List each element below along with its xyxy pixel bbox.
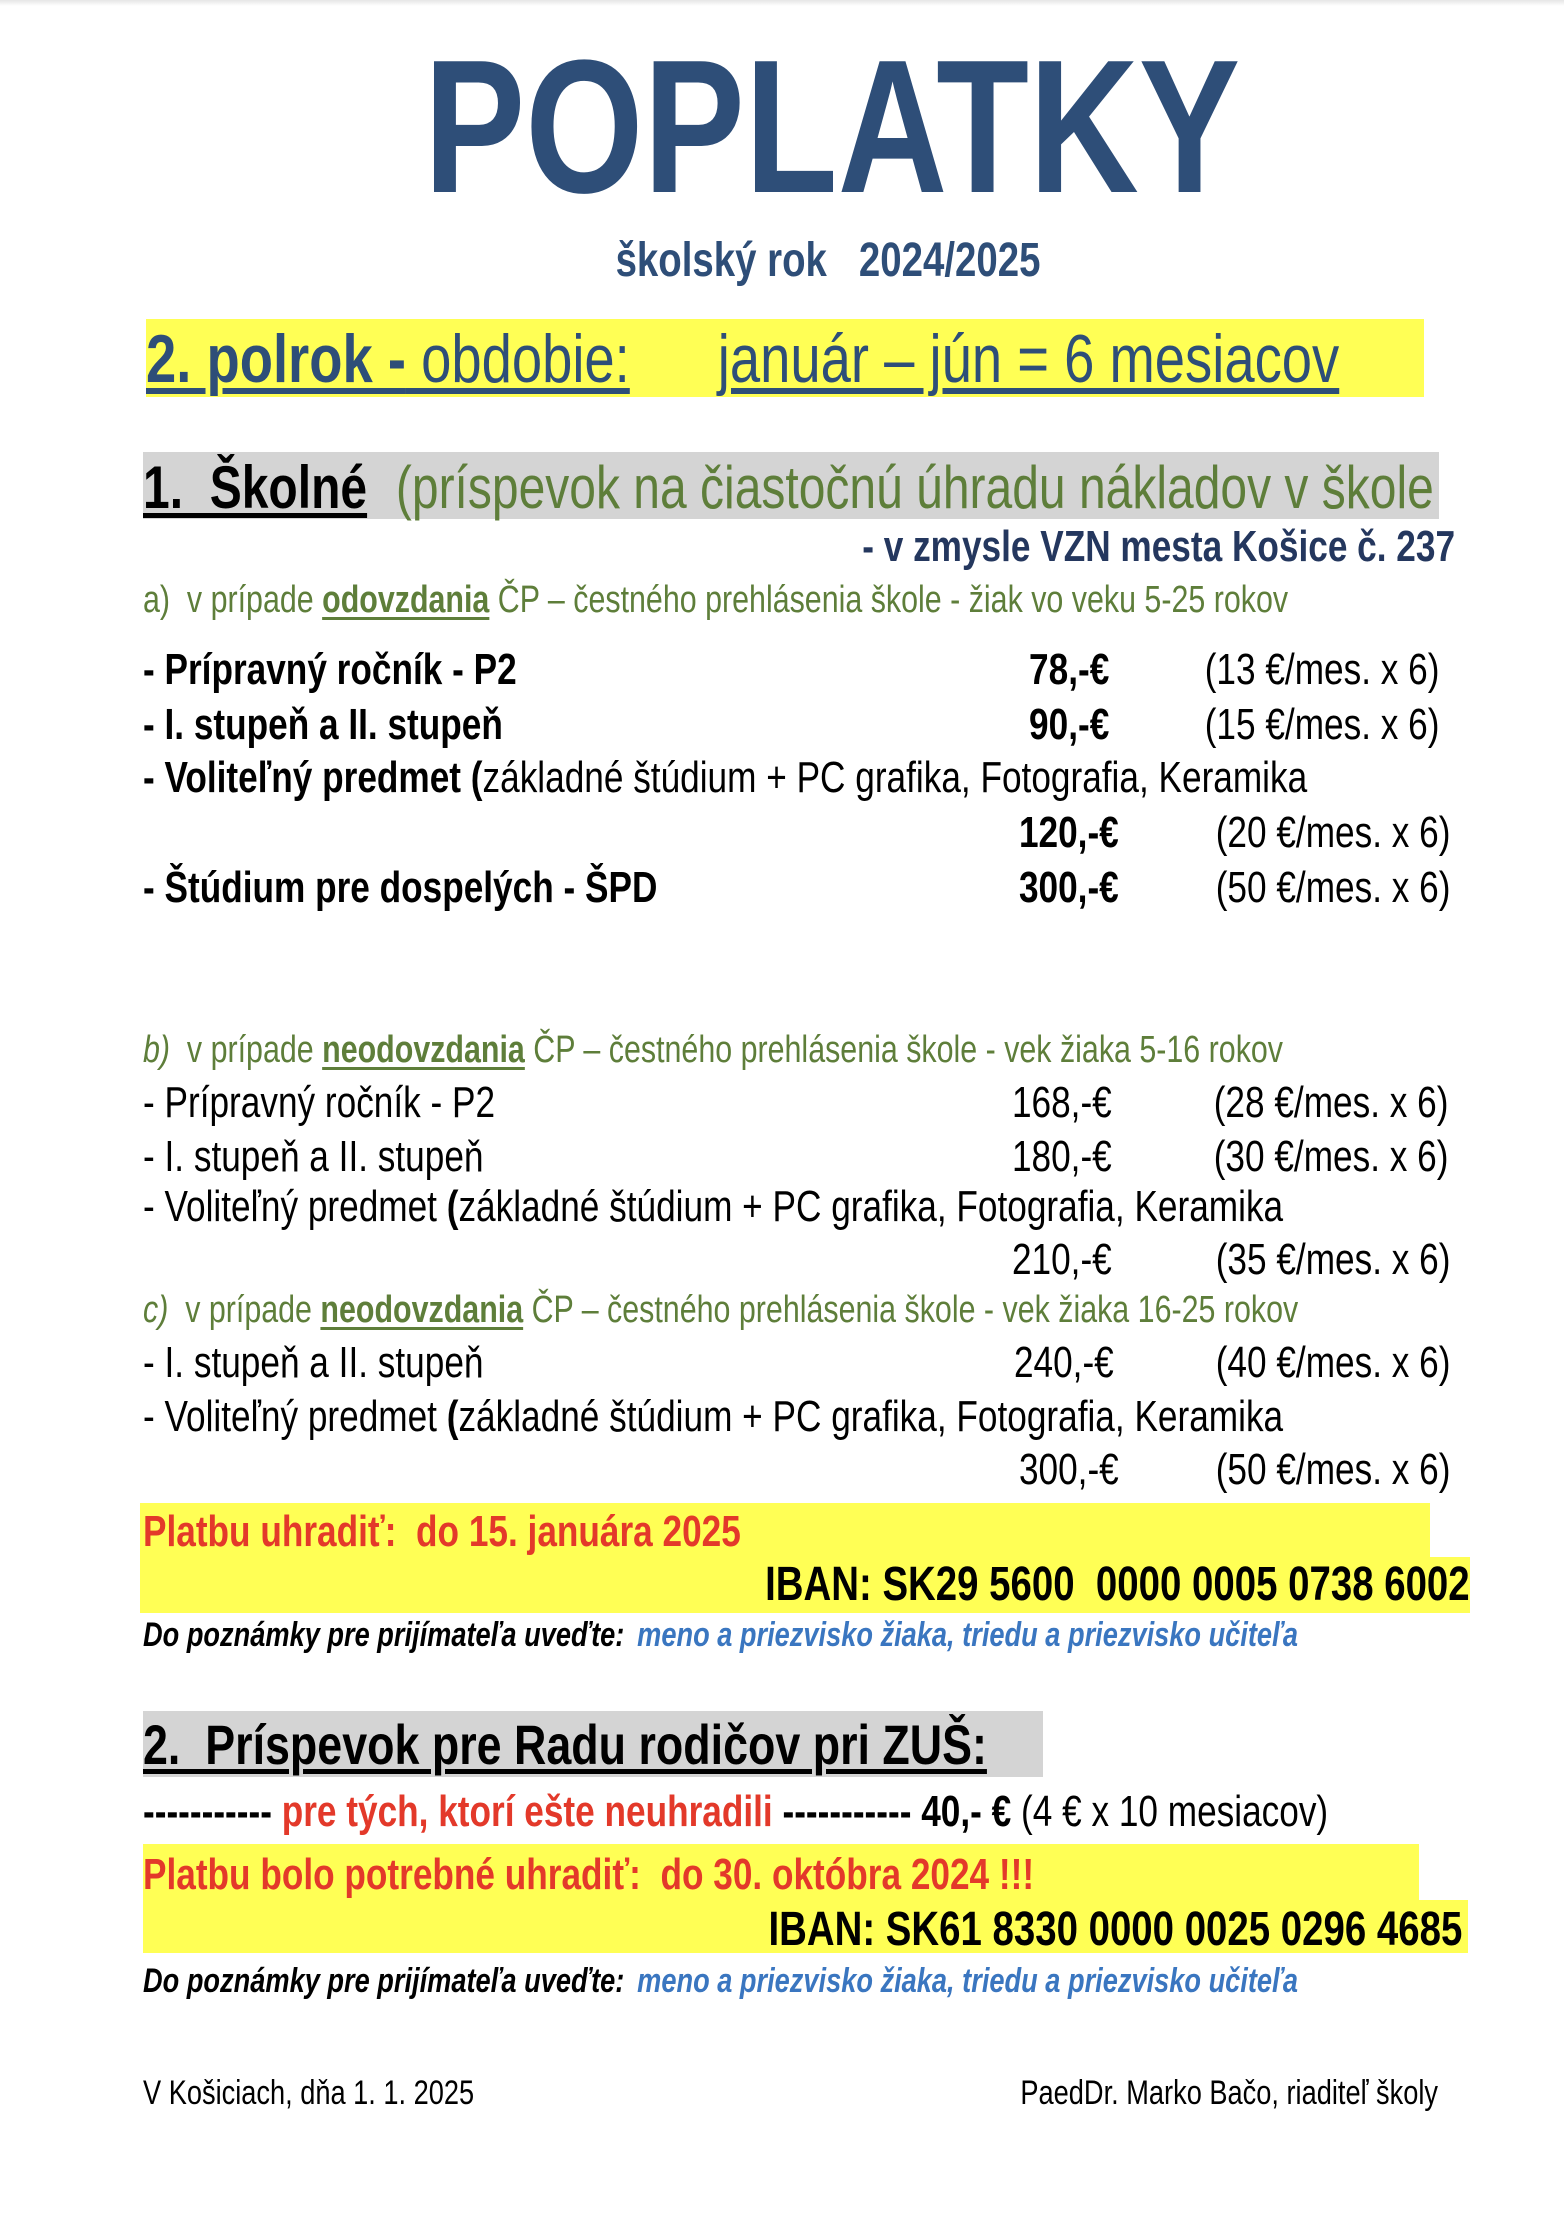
payment2-note-value: meno a priezvisko žiaka, triedu a priezvisko učiteľa xyxy=(637,1962,1298,2000)
top-edge-shade xyxy=(0,0,1564,6)
payment1-iban[interactable]: IBAN: SK29 5600 0000 0005 0738 6002 xyxy=(765,1558,1470,1611)
fee-label-a: - Voliteľný predmet xyxy=(143,1182,447,1231)
fee-amount: 78,-€ xyxy=(1028,645,1109,694)
section1-heading-line xyxy=(143,454,1434,521)
case-c-header xyxy=(143,1291,1298,1329)
fee-label: - Štúdium pre dospelých - ŠPD xyxy=(143,863,658,912)
fee-label xyxy=(143,1182,1284,1231)
case-b-suffix: ČP – čestného prehlásenia škole - vek žiaka 5-16 rokov xyxy=(524,1029,1283,1071)
fee-amount: 90,-€ xyxy=(1028,700,1109,749)
fee-monthly: (28 €/mes. x 6) xyxy=(1213,1078,1448,1127)
fee-label-rest: základné štúdium + PC grafika, Fotografia, Keramika xyxy=(482,753,1308,802)
case-c-prefix-rest: v prípade xyxy=(168,1289,321,1331)
dashes-left: ----------- xyxy=(143,1787,272,1836)
fee-monthly: (15 €/mes. x 6) xyxy=(1204,700,1439,749)
payment1-note-value: meno a priezvisko žiaka, triedu a priezvisko učiteľa xyxy=(637,1616,1298,1654)
case-a-header xyxy=(143,581,1288,619)
period-line xyxy=(146,321,1340,397)
fee-monthly: (50 €/mes. x 6) xyxy=(1215,863,1450,912)
payment1-deadline: Platbu uhradiť: do 15. januára 2025 xyxy=(143,1507,741,1556)
school-year: školský rok 2024/2025 xyxy=(615,234,1041,287)
footer-place-date: V Košiciach, dňa 1. 1. 2025 xyxy=(143,2074,475,2112)
fee-monthly: (20 €/mes. x 6) xyxy=(1215,808,1450,857)
payment2-iban[interactable]: IBAN: SK61 8330 0000 0025 0296 4685 xyxy=(768,1903,1462,1956)
period-label-rest: obdobie: xyxy=(405,321,630,397)
fee-amount: 210,-€ xyxy=(1012,1235,1112,1284)
payment1-note xyxy=(143,1618,1298,1652)
fee-label-bold: - Voliteľný predmet ( xyxy=(143,753,483,802)
case-a-suffix: ČP – čestného prehlásenia škole - žiak vo veku 5-25 rokov xyxy=(489,579,1289,621)
fee-monthly: (50 €/mes. x 6) xyxy=(1215,1445,1450,1494)
fee-amount: 300,-€ xyxy=(1019,863,1119,912)
case-b-keyword: neodovzdania xyxy=(322,1029,525,1071)
fee-monthly: (35 €/mes. x 6) xyxy=(1215,1235,1450,1284)
period-range: január – jún = 6 mesiacov xyxy=(717,321,1340,397)
fee-label-paren: ( xyxy=(446,1182,459,1231)
fee-label-rest: základné štúdium + PC grafika, Fotografia, Keramika xyxy=(458,1392,1284,1441)
case-b-prefix-rest: v prípade xyxy=(170,1029,323,1071)
section2-heading: 2. Príspevok pre Radu rodičov pri ZUŠ: xyxy=(143,1713,987,1776)
fee-label: - Prípravný ročník - P2 xyxy=(143,1078,496,1127)
fee-monthly: (13 €/mes. x 6) xyxy=(1204,645,1439,694)
period-label: 2. polrok - xyxy=(146,321,406,397)
section1-subheading: (príspevok na čiastočnú úhradu nákladov v škole xyxy=(395,454,1434,521)
payment2-note xyxy=(143,1964,1298,1998)
fee-label: - I. stupeň a II. stupeň xyxy=(143,1132,484,1181)
section2-amount: 40,- € xyxy=(911,1787,1012,1836)
payment2-note-label: Do poznámky pre prijímateľa uveďte: xyxy=(143,1962,625,2000)
payment1-note-label: Do poznámky pre prijímateľa uveďte: xyxy=(143,1616,625,1654)
case-a-prefix: a) v prípade xyxy=(143,579,323,621)
dashes-right: ----------- xyxy=(782,1787,912,1836)
case-c-suffix: ČP – čestného prehlásenia škole - vek žiaka 16-25 rokov xyxy=(523,1289,1299,1331)
regulation-ref: - v zmysle VZN mesta Košice č. 237 xyxy=(862,522,1455,571)
fee-label-rest: základné štúdium + PC grafika, Fotografia, Keramika xyxy=(458,1182,1284,1231)
fee-amount: 300,-€ xyxy=(1019,1445,1119,1494)
fee-label xyxy=(143,753,1308,802)
case-b-prefix: b) xyxy=(143,1029,171,1071)
fee-label xyxy=(143,1392,1284,1441)
fee-monthly: (30 €/mes. x 6) xyxy=(1213,1132,1448,1181)
payment2-deadline: Platbu bolo potrebné uhradiť: do 30. októbra 2024 !!! xyxy=(143,1850,1035,1899)
case-a-keyword: odovzdania xyxy=(322,579,490,621)
case-c-prefix: c) xyxy=(143,1289,169,1331)
fee-label: - I. stupeň a II. stupeň xyxy=(143,1338,484,1387)
case-c-keyword: neodovzdania xyxy=(320,1289,524,1331)
fee-monthly: (40 €/mes. x 6) xyxy=(1215,1338,1450,1387)
fee-label: - Prípravný ročník - P2 xyxy=(143,645,517,694)
fee-label-a: - Voliteľný predmet xyxy=(143,1392,447,1441)
section2-detail: (4 € x 10 mesiacov) xyxy=(1011,1787,1329,1836)
footer-signature: PaedDr. Marko Bačo, riaditeľ školy xyxy=(1020,2074,1438,2112)
fee-amount: 240,-€ xyxy=(1014,1338,1114,1387)
page-title: POPLATKY xyxy=(423,21,1241,233)
fee-amount: 180,-€ xyxy=(1012,1132,1112,1181)
fee-label: - I. stupeň a II. stupeň xyxy=(143,700,503,749)
case-b-header xyxy=(143,1031,1283,1069)
section2-who: pre tých, ktorí ešte neuhradili xyxy=(271,1787,783,1836)
fee-amount: 120,-€ xyxy=(1019,808,1119,857)
fee-label-paren: ( xyxy=(446,1392,459,1441)
section1-heading: 1. Školné xyxy=(143,454,368,521)
fee-amount: 168,-€ xyxy=(1012,1078,1112,1127)
section2-amount-line xyxy=(143,1787,1329,1836)
